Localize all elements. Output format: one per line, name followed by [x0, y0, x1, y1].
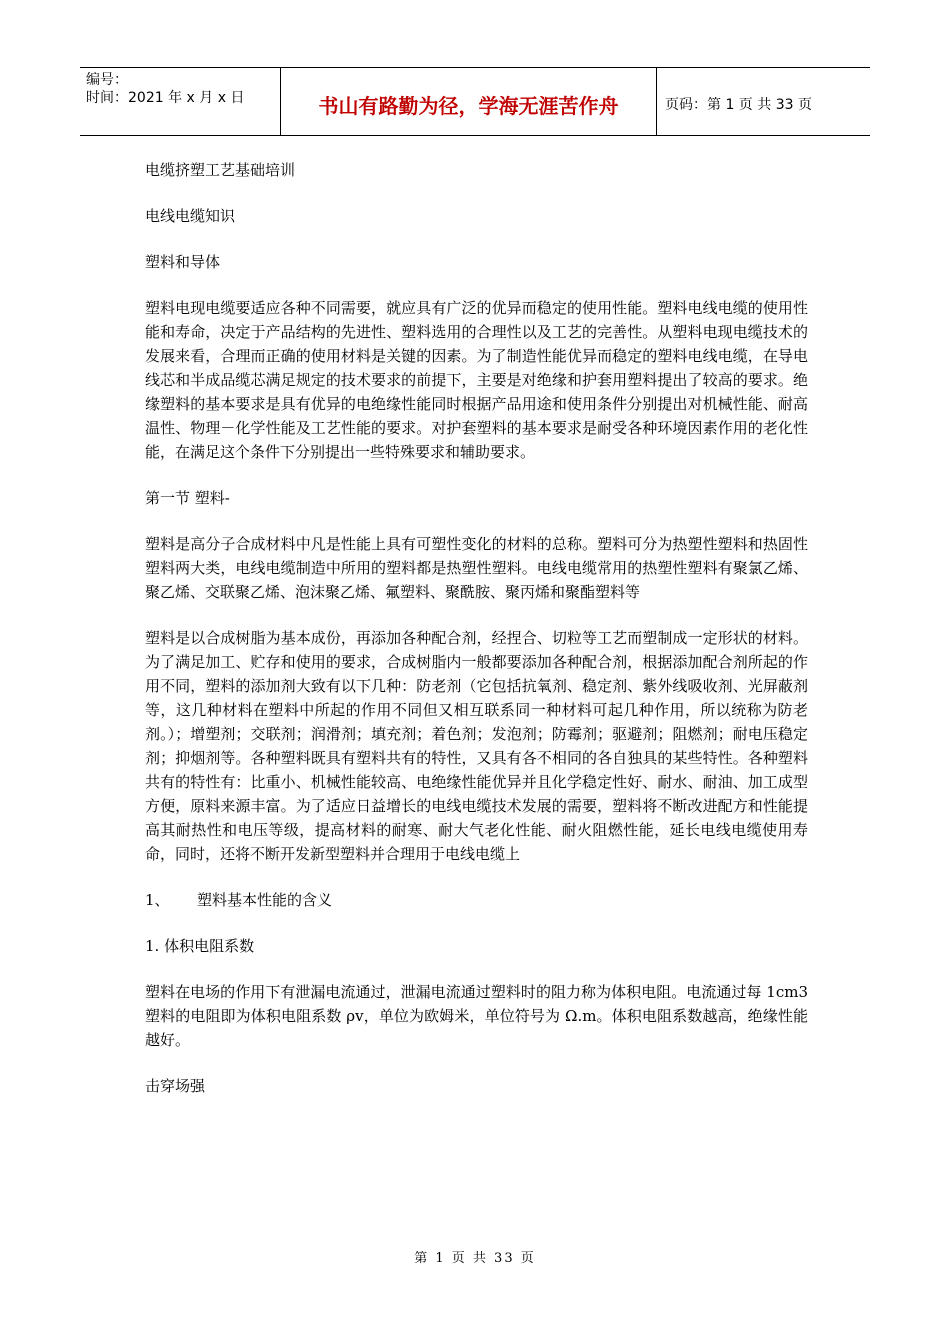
paragraph-volume-resistivity: 塑料在电场的作用下有泄漏电流通过，泄漏电流通过塑料时的阻力称为体积电阻。电流通过每 1cm3 塑料的电阻即为体积电阻系数 ρv，单位为欧姆米，单位符号为 Ω.m。体积电阻系数越高，绝缘性能越好。 [145, 983, 808, 1049]
header-page-info: 页码：第 1 页 共 33 页 [665, 96, 812, 113]
paragraph-intro: 塑料电现电缆要适应各种不同需要，就应具有广泛的优异而稳定的使用性能。塑料电线电缆的使用性能和寿命，决定于产品结构的先进性、塑料选用的合理性以及工艺的完善性。从塑料电现电缆技术的发展来看，合理而正确的使用材料是关键的因素。为了制造性能优异而稳定的塑料电线电缆，在导电线芯和半成品缆芯满足规定的技术要求的前提下，主要是对绝缘和护套用塑料提出了较高的要求。绝缘塑料的基本要求是具有优异的电绝缘性能同时根据产品用途和使用条件分别提出对机械性能、耐高温性、物理－化学性能及工艺性能的要求。对护套塑料的基本要求是耐受各种环境因素作用的老化性能，在满足这个条件下分别提出一些特殊要求和辅助要求。 [145, 299, 808, 461]
paragraph-plastics-definition: 塑料是高分子合成材料中凡是性能上具有可塑性变化的材料的总称。塑料可分为热塑性塑料和热固性塑料两大类，电线电缆制造中所用的塑料都是热塑性塑料。电线电缆常用的热塑性塑料有聚氯乙烯、聚乙烯、交联聚乙烯、泡沫聚乙烯、氟塑料、聚酰胺、聚丙烯和聚酯塑料等 [145, 535, 808, 601]
subheading-volume-resistivity: 1. 体积电阻系数 [145, 937, 255, 955]
header-meta-cell [80, 68, 281, 135]
document-number-label: 编号： [86, 72, 128, 88]
list-item-basic-properties [145, 888, 808, 912]
document-body [145, 158, 808, 1098]
list-item-text: 塑料基本性能的含义 [197, 891, 333, 909]
chapter-title: 电线电缆知识 [145, 207, 236, 225]
section-title: 塑料和导体 [145, 253, 221, 271]
paragraph-plastics-additives: 塑料是以合成树脂为基本成份，再添加各种配合剂，经捏合、切粒等工艺而塑制成一定形状的材料。为了满足加工、贮存和使用的要求，合成树脂内一般都要添加各种配合剂，根据添加配合剂所起的作用不同，塑料的添加剂大致有以下几种：防老剂（它包括抗氧剂、稳定剂、紫外线吸收剂、光屏蔽剂等，这几种材料在塑料中所起的作用不同但又相互联系同一种材料可起几种作用，所以统称为防老剂。）；增塑剂；交联剂；润滑剂；填充剂；着色剂；发泡剂；防霉剂；驱避剂；阻燃剂；耐电压稳定剂；抑烟剂等。各种塑料既具有塑料共有的特性，又具有各不相同的各自独具的某些特性。各种塑料共有的特性有：比重小、机械性能较高、电绝缘性能优异并且化学稳定性好、耐水、耐油、加工成型方便，原料来源丰富。为了适应日益增长的电线电缆技术发展的需要，塑料将不断改进配方和性能提高其耐热性和电压等级，提高材料的耐寒、耐大气老化性能、耐火阻燃性能，延长电线电缆使用寿命，同时，还将不断开发新型塑料并合理用于电线电缆上 [145, 629, 808, 863]
header-motto: 书山有路勤为径，学海无涯苦作舟 [281, 68, 657, 135]
page-footer: 第 1 页 共 33 页 [414, 1251, 536, 1266]
subheading-breakdown-strength: 击穿场强 [145, 1077, 206, 1095]
list-item-number: 1、 [145, 891, 170, 909]
page-header [80, 67, 870, 136]
document-date-label: 时间：2021 年 x 月 x 日 [86, 90, 245, 106]
doc-title: 电缆挤塑工艺基础培训 [145, 161, 296, 179]
section-heading-plastics: 第一节 塑料- [145, 489, 230, 507]
